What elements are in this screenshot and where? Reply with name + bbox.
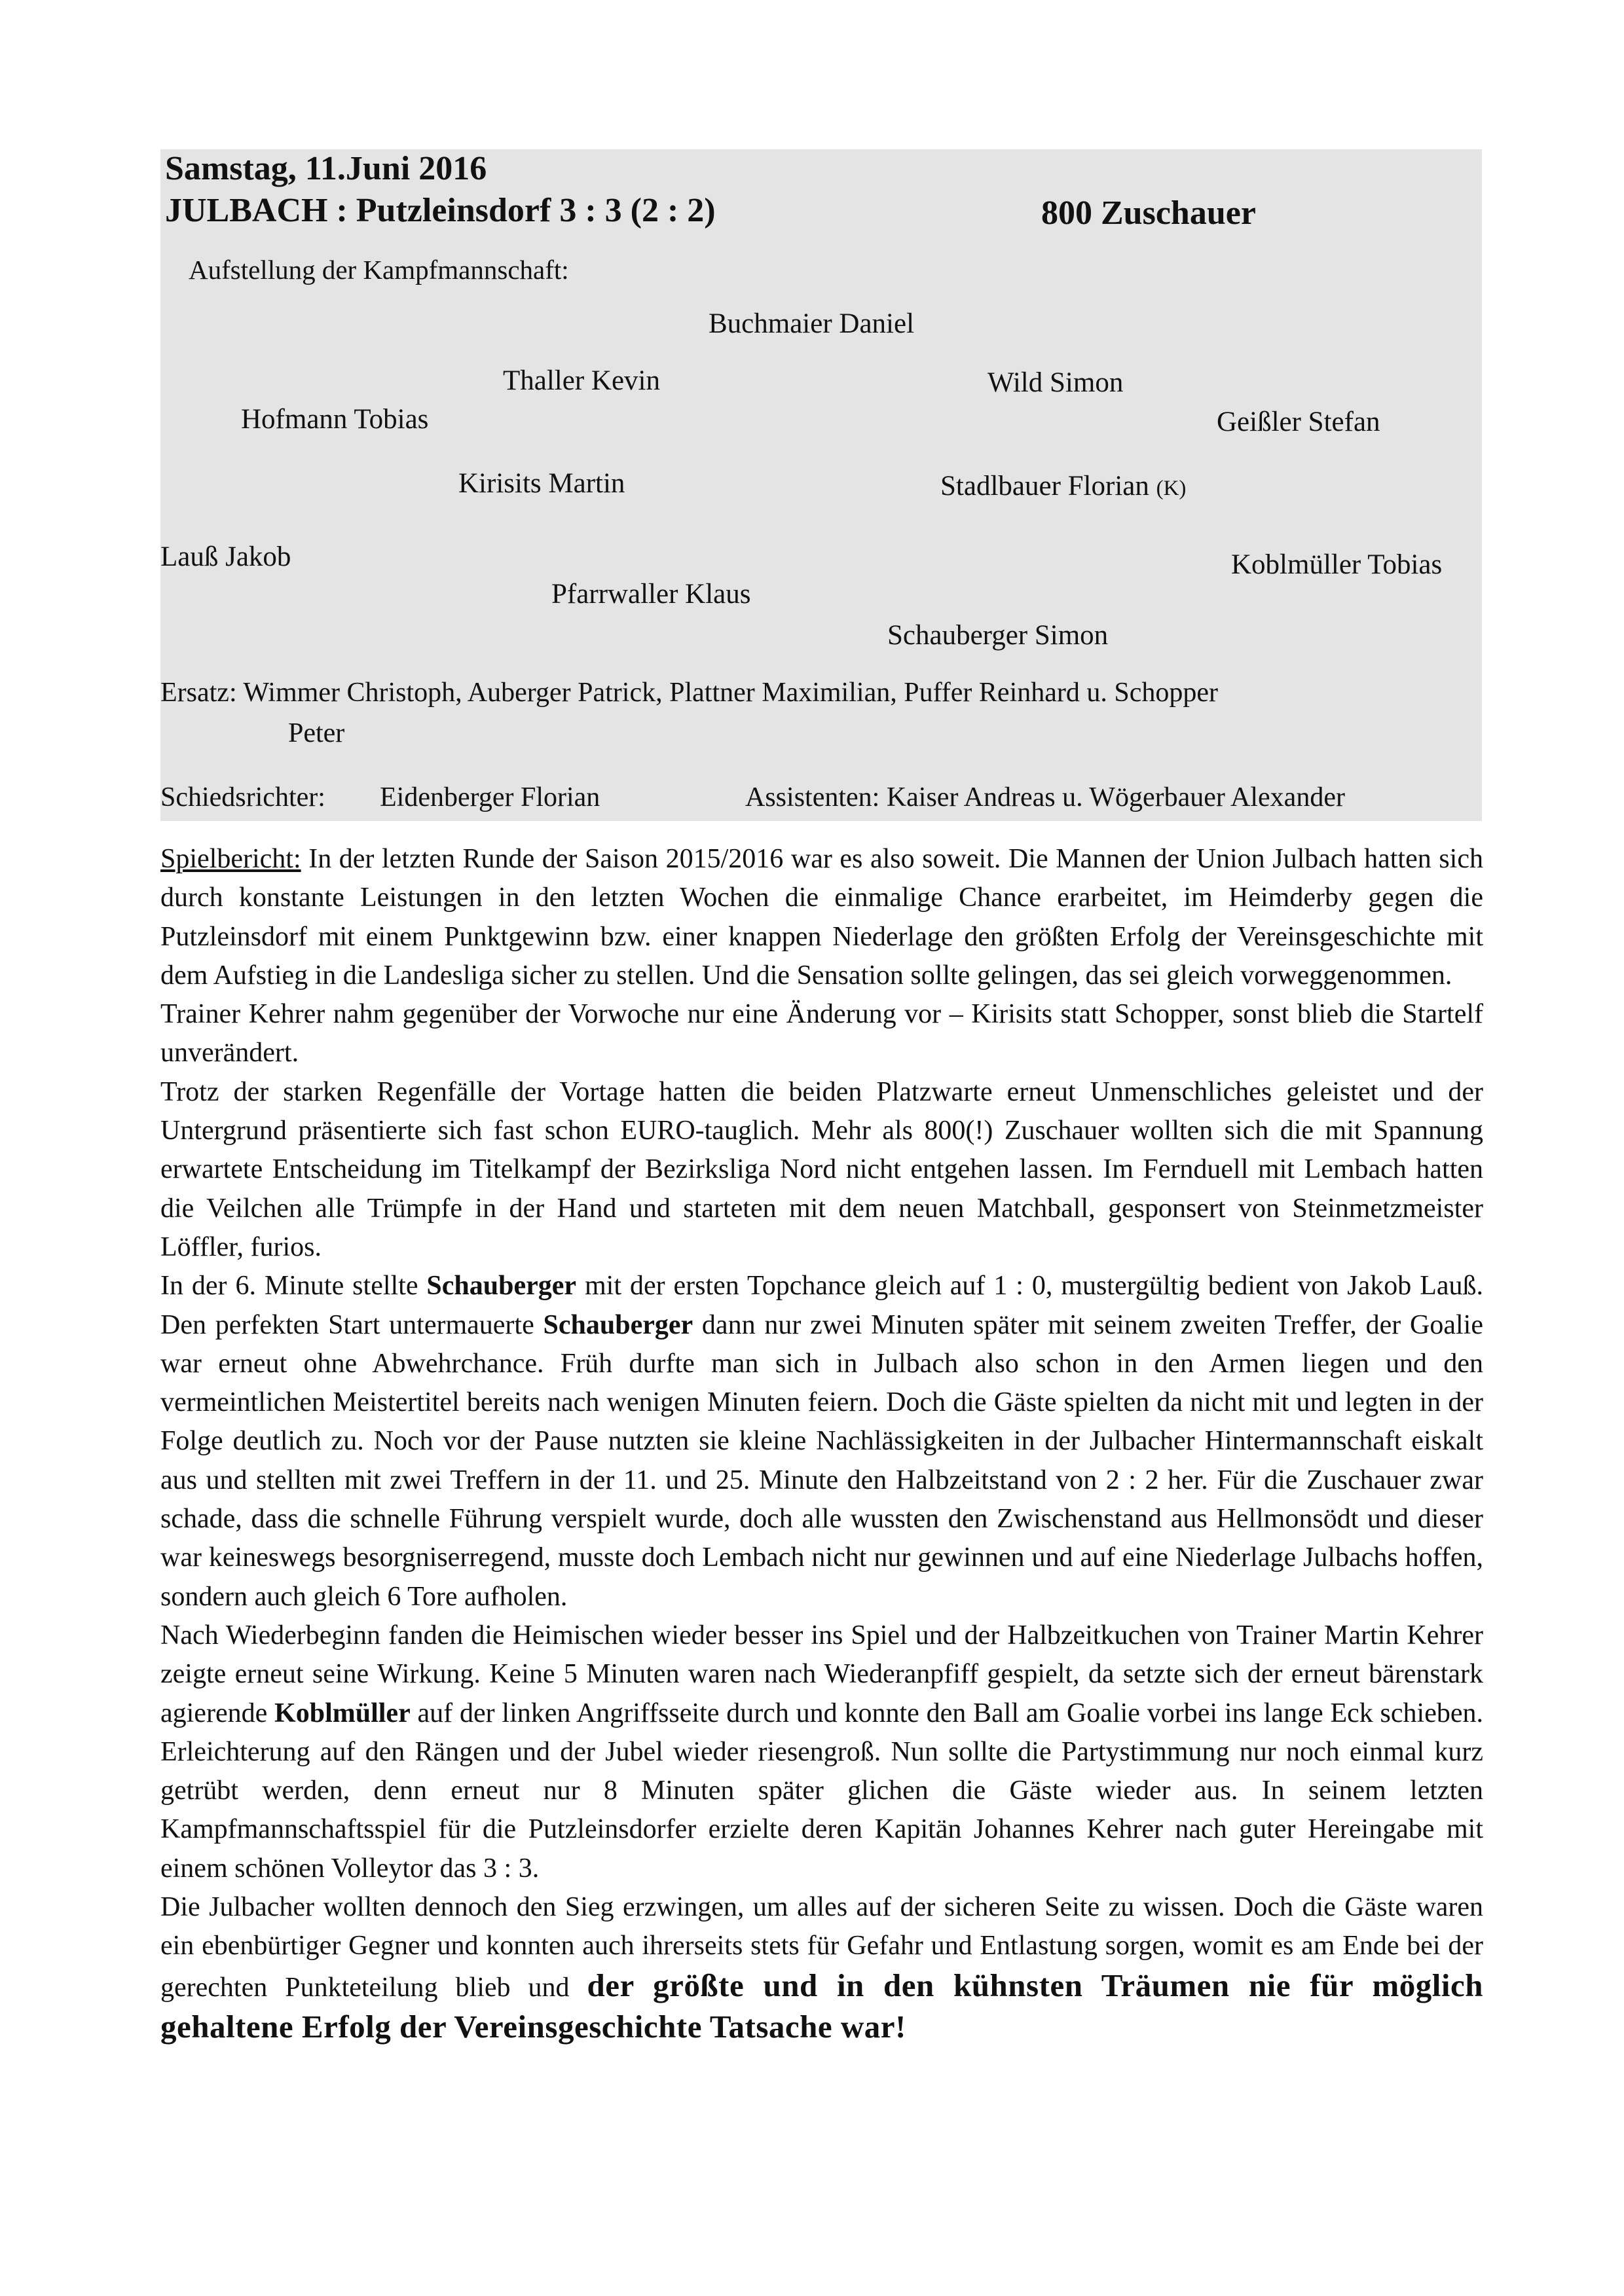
referee-label: Schiedsrichter: [160,782,325,812]
report-text: Die Julbacher wollten dennoch den Sieg erzwingen, um alles auf der sicheren Seite zu wissen. Doch die Gäste waren ein ebenbürtiger Gegner und konnten auch ihrerseits stets für Gefahr und Entlastung sorgen, womit es am Ende bei der gerechten Punkteteilung blieb und [160,1892,1483,2003]
report-text: mit der ersten Topchance gleich auf 1 : 0, mustergültig bedient von Jakob Lauß. Den perfekten Start untermauerte [160,1271,1483,1340]
report-paragraph [160,1888,1483,2049]
report-paragraph [160,840,1483,995]
report-conclusion: der größte und in den kühnsten Träumen nie für möglich gehaltene Erfolg der Vereinsgeschichte Tatsache war! [160,1967,1483,2045]
lineup-player: Koblmüller Tobias [1231,549,1443,580]
match-date: Samstag, 11.Juni 2016 [165,150,487,187]
report-paragraph: Trainer Kehrer nahm gegenüber der Vorwoche nur eine Änderung vor – Kirisits statt Schopper, sonst blieb die Startelf unverändert. [160,999,1483,1068]
scorer-name: Koblmüller [274,1698,411,1728]
match-report [160,840,1483,2049]
report-label: Spielbericht: [160,844,301,874]
substitutes-continued: Peter [288,718,345,748]
lineup-player: Wild Simon [987,367,1124,398]
lineup-player: Kirisits Martin [458,468,625,499]
referee-name: Eidenberger Florian [380,782,600,812]
lineup-heading: Aufstellung der Kampfmannschaft: [189,255,569,285]
lineup-player: Thaller Kevin [503,365,660,396]
captain-mark: (K) [1156,477,1187,500]
spectator-count: 800 Zuschauer [1041,194,1256,232]
report-text: Nach Wiederbeginn fanden die Heimischen wieder besser ins Spiel und der Halbzeitkuchen von Trainer Martin Kehrer zeigte erneut seine Wirkung. Keine 5 Minuten waren nach Wiederanpfiff gespielt, da setzte sich der erneut bärenstark agierende [160,1620,1483,1728]
lineup-player: Lauß Jakob [160,541,291,572]
scorer-name: Schauberger [543,1309,693,1340]
lineup-player: Pfarrwaller Klaus [551,579,751,610]
substitutes: Ersatz: Wimmer Christoph, Auberger Patrick, Plattner Maximilian, Puffer Reinhard u. Schopper [160,678,1218,708]
lineup-player: Hofmann Tobias [241,404,429,435]
match-info-box [160,149,1482,821]
report-text: dann nur zwei Minuten später mit seinem zweiten Treffer, der Goalie war erneut ohne Abwehrchance. Früh durfte man sich in Julbach also schon in den Armen liegen und den vermeintlichen Meistertitel bereits nach wenigen Minuten feiern. Doch die Gäste spielten da nicht mit und legten in der Folge deutlich zu. Noch vor der Pause nutzten sie kleine Nachlässigkeiten in der Julbacher Hintermannschaft eiskalt aus und stellten mit zwei Treffern in der 11. und 25. Minute den Halbzeitstand von 2 : 2 her. Für die Zuschauer zwar schade, dass die schnelle Führung verspielt wurde, doch alle wussten den Zwischenstand aus Hellmonsödt und dieser war keineswegs besorgniserregend, musste doch Lembach nicht nur gewinnen und auf eine Niederlage Julbachs hoffen, sondern auch gleich 6 Tore aufholen. [160,1309,1483,1612]
report-paragraph: Trotz der starken Regenfälle der Vortage hatten die beiden Platzwarte erneut Unmenschliches geleistet und der Untergrund präsentierte sich fast schon EURO-tauglich. Mehr als 800(!) Zuschauer wollten sich die mit Spannung erwartete Entscheidung im Titelkampf der Bezirksliga Nord nicht entgehen lassen. Im Fernduell mit Lembach hatten die Veilchen alle Trümpfe in der Hand und starteten mit dem neuen Matchball, gesponsert von Steinmetzmeister Löffler, furios. [160,1076,1483,1262]
lineup-player-captain [940,470,1186,502]
assistant-referees: Assistenten: Kaiser Andreas u. Wögerbauer Alexander [745,782,1345,812]
report-paragraph [160,1267,1483,1616]
lineup-player-goalkeeper: Buchmaier Daniel [709,308,915,339]
captain-name: Stadlbauer Florian [940,471,1149,501]
match-result: JULBACH : Putzleinsdorf 3 : 3 (2 : 2) [165,192,716,229]
scorer-name: Schauberger [426,1271,577,1302]
lineup-player: Geißler Stefan [1217,407,1380,437]
report-text: In der 6. Minute stellte [160,1271,427,1302]
report-text: In der letzten Runde der Saison 2015/2016 war es also soweit. Die Mannen der Union Julbach hatten sich durch konstante Leistungen in den letzten Wochen die einmalige Chance erarbeitet, im Heimderby gegen die Putzleinsdorf mit einem Punktgewinn bzw. einer knappen Niederlage den größten Erfolg der Vereinsgeschichte mit dem Aufstieg in die Landesliga sicher zu stellen. Und die Sensation sollte gelingen, das sei gleich vorweggenommen. [160,844,1483,991]
report-text: auf der linken Angriffsseite durch und konnte den Ball am Goalie vorbei ins lange Eck schieben. Erleichterung auf den Rängen und der Jubel wieder riesengroß. Nun sollte die Partystimmung nur noch einmal kurz getrübt werden, denn erneut nur 8 Minuten später glichen die Gäste wieder aus. In seinem letzten Kampfmannschaftsspiel für die Putzleinsdorfer erzielte deren Kapitän Johannes Kehrer nach guter Hereingabe mit einem schönen Volleytor das 3 : 3. [160,1698,1483,1884]
report-paragraph [160,1616,1483,1888]
lineup-player: Schauberger Simon [887,620,1109,651]
